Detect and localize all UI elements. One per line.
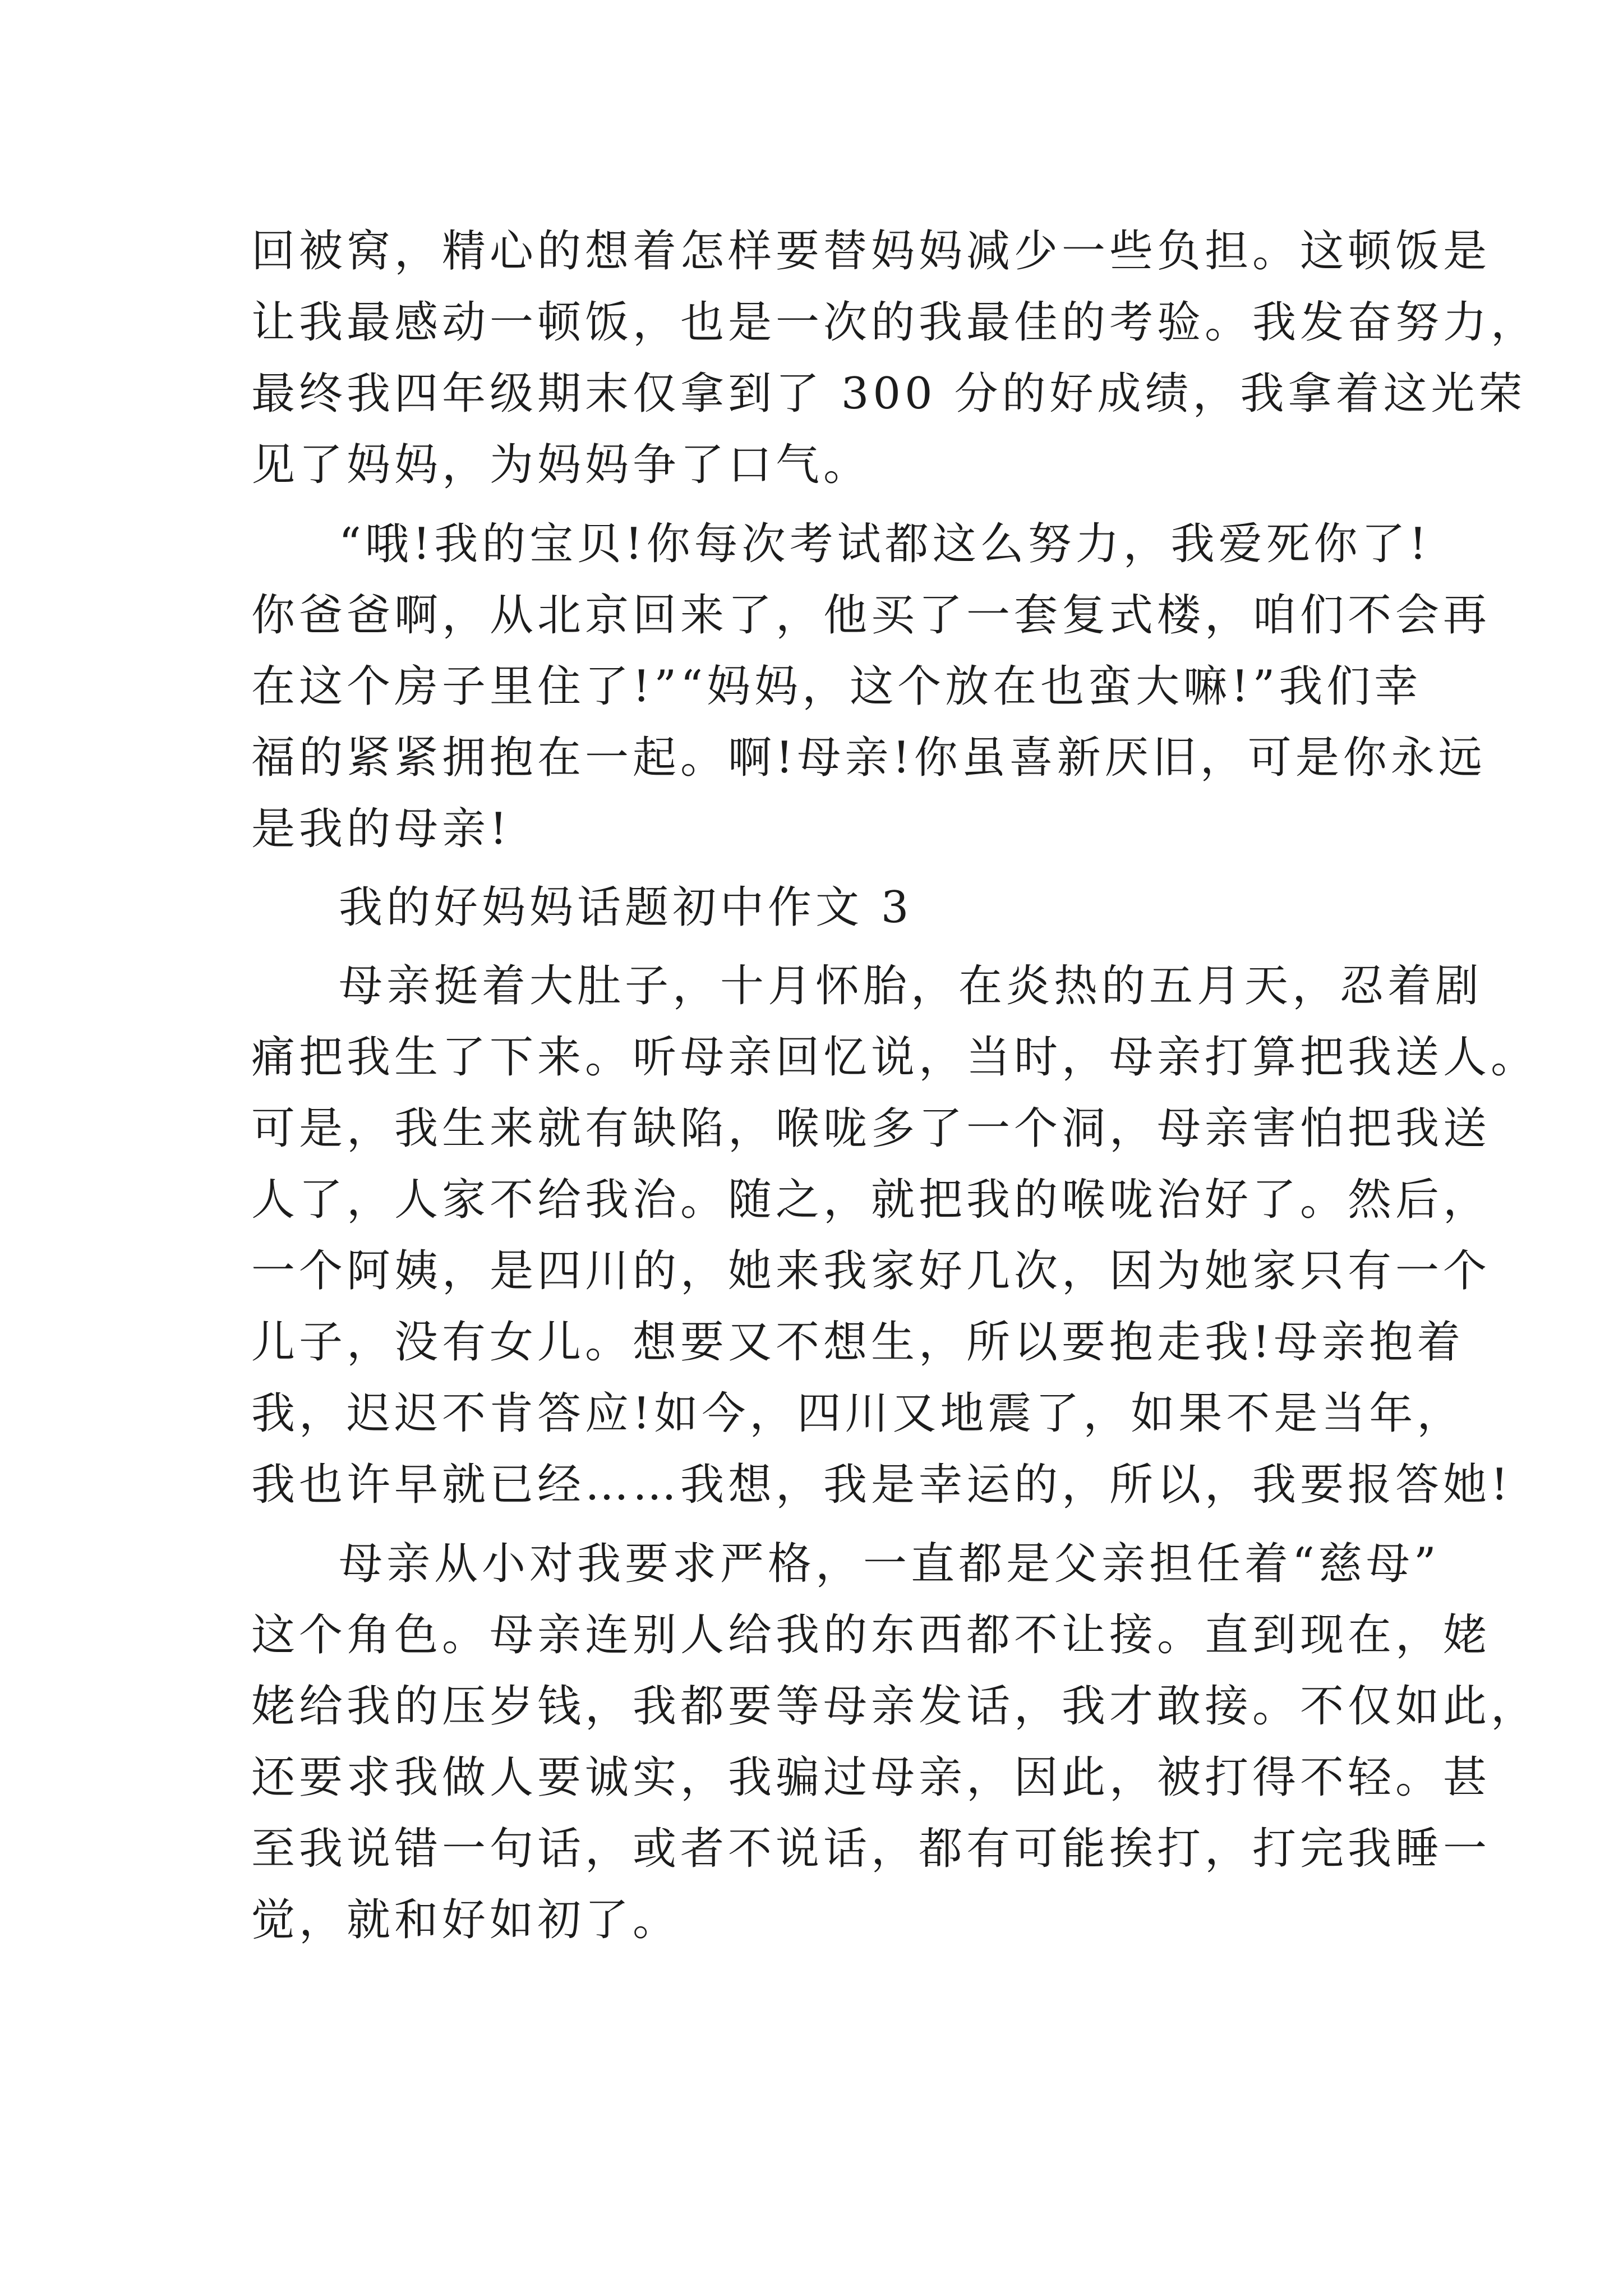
text-line: 在这个房子里住了!”“妈妈，这个放在也蛮大嘛!”我们幸 [251,661,1422,712]
text-line: 这个角色。母亲连别人给我的东西都不让接。直到现在，姥 [251,1610,1491,1660]
text-line: 你爸爸啊，从北京回来了，他买了一套复式楼，咱们不会再 [251,590,1491,641]
text-line: 回被窝，精心的想着怎样要替妈妈减少一些负担。这顿饭是 [251,226,1491,277]
text-line: 母亲从小对我要求严格，一直都是父亲担任着“慈母” [339,1539,1440,1589]
text-line: 至我说错一句话，或者不说话，都有可能挨打，打完我睡一 [251,1824,1491,1874]
text-line: 一个阿姨，是四川的，她来我家好几次，因为她家只有一个 [251,1246,1491,1296]
text-line: 痛把我生了下来。听母亲回忆说，当时，母亲打算把我送人。 [251,1032,1539,1083]
section-heading: 我的好妈妈话题初中作文 3 [339,882,913,933]
text-line: 我，迟迟不肯答应!如今，四川又地震了，如果不是当年， [251,1388,1465,1439]
text-line: 福的紧紧拥抱在一起。啊!母亲!你虽喜新厌旧，可是你永远 [251,733,1486,783]
text-line: 可是，我生来就有缺陷，喉咙多了一个洞，母亲害怕把我送 [251,1103,1491,1154]
text-line: 见了妈妈，为妈妈争了口气。 [251,440,872,490]
text-line: 还要求我做人要诚实，我骗过母亲，因此，被打得不轻。甚 [251,1752,1491,1803]
text-line: “哦!我的宝贝!你每次考试都这么努力，我爱死你了! [339,519,1431,569]
text-line: 儿子，没有女儿。想要又不想生，所以要抱走我!母亲抱着 [251,1317,1465,1368]
text-line: 是我的母亲! [251,804,511,854]
text-line: 我也许早就已经……我想，我是幸运的，所以，我要报答她! [251,1460,1513,1510]
text-line: 最终我四年级期末仅拿到了 300 分的好成绩，我拿着这光荣 [251,369,1527,419]
text-line: 母亲挺着大肚子，十月怀胎，在炎热的五月天，忍着剧 [339,961,1483,1011]
text-line: 让我最感动一顿饭，也是一次的我最佳的考验。我发奋努力， [251,297,1539,348]
text-line: 姥给我的压岁钱，我都要等母亲发话，我才敢接。不仅如此， [251,1681,1539,1732]
text-line: 觉，就和好如初了。 [251,1895,681,1945]
text-line: 人了，人家不给我治。随之，就把我的喉咙治好了。然后， [251,1175,1491,1225]
